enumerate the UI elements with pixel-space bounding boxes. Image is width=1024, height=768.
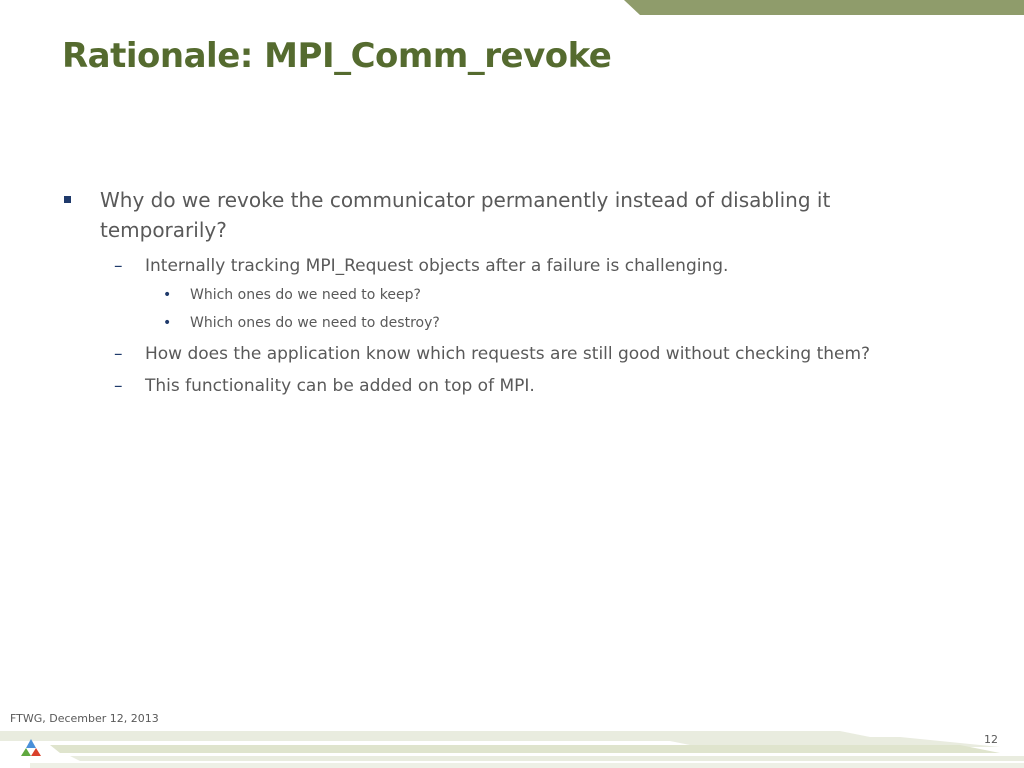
dash-bullet-icon: – [114, 256, 123, 276]
bullet-level1-text: Why do we revoke the communicator permanently instead of disabling it temporarily? [100, 188, 831, 242]
footer-text: FTWG, December 12, 2013 [10, 712, 159, 725]
dash-bullet-icon: – [114, 344, 123, 364]
bullet-level3 [62, 313, 962, 333]
dot-bullet-icon: • [163, 315, 172, 331]
square-bullet-icon [64, 196, 71, 203]
bullet-level2-text: How does the application know which requests are still good without checking them? [145, 344, 871, 364]
bullet-level2 [62, 343, 962, 365]
bullet-level2 [62, 375, 962, 397]
bullet-level1 [62, 185, 962, 245]
argonne-triangle-logo-icon [20, 738, 42, 758]
bullet-level3 [62, 285, 962, 305]
bullet-level2 [62, 255, 962, 277]
slide-body [62, 185, 962, 397]
dot-bullet-icon: • [163, 287, 172, 303]
bottom-decorative-band [0, 725, 1024, 768]
top-decorative-band [0, 0, 1024, 18]
slide-title: Rationale: MPI_Comm_revoke [62, 36, 612, 76]
page-number: 12 [984, 733, 998, 746]
bullet-level3-text: Which ones do we need to keep? [190, 287, 421, 303]
bullet-level3-text: Which ones do we need to destroy? [190, 315, 440, 331]
bullet-level2-text: This functionality can be added on top of MPI. [145, 376, 535, 396]
dash-bullet-icon: – [114, 376, 123, 396]
bullet-level2-text: Internally tracking MPI_Request objects after a failure is challenging. [145, 256, 729, 276]
